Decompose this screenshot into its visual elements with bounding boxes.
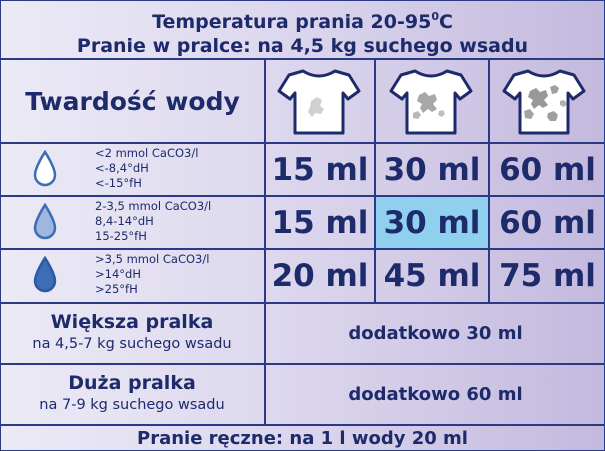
hardness-range-hard: >3,5 mmol CaCO3/l >14°dH >25°fH [95,252,210,296]
hardness-heading: Twardość wody [25,86,240,116]
large-washer-extra-dose: dodatkowo 60 ml [348,384,523,405]
dose-medium-heavy: 60 ml [499,204,596,241]
larger-washer-subtitle: na 4,5-7 kg suchego wsadu [32,336,232,352]
dose-hard-medium: 45 ml [383,258,481,294]
hard-water-drop-icon [32,256,58,294]
page-title: Temperatura prania $20-95^0C$ Pranie w pralce: na 4,5 kg suchego wsadu [76,10,529,57]
hardness-range-medium: 2-3,5 mmol CaCO3/l 8,4-14°dH 15-25°fH [95,199,212,243]
dose-hard-heavy: 75 ml [499,258,596,294]
dose-soft-medium: 30 ml [383,151,481,188]
dose-medium-light: 15 ml [271,204,369,241]
dose-medium-medium: 30 ml [376,197,488,248]
soft-water-drop-icon [32,150,58,188]
medium-water-drop-icon [32,203,58,241]
heavy-soil-shirt-icon [502,67,586,137]
larger-washer-extra-dose: dodatkowo 30 ml [348,323,523,344]
large-washer-title: Duża pralka [68,372,196,394]
larger-washer-label [0,310,264,360]
large-washer-subtitle: na 7-9 kg suchego wsadu [39,397,225,413]
hardness-range-soft: <2 mmol CaCO3/l <-8,4°dH <-15°fH [95,146,199,190]
light-soil-shirt-icon [277,67,361,137]
medium-soil-shirt-icon [389,67,473,137]
hand-wash-dose: Pranie ręczne: na 1 l wody 20 ml [137,428,468,449]
larger-washer-title: Większa pralka [50,311,214,333]
dose-hard-light: 20 ml [271,258,369,294]
dose-soft-light: 15 ml [271,151,369,188]
dose-soft-heavy: 60 ml [499,151,596,188]
large-washer-label [0,371,264,421]
